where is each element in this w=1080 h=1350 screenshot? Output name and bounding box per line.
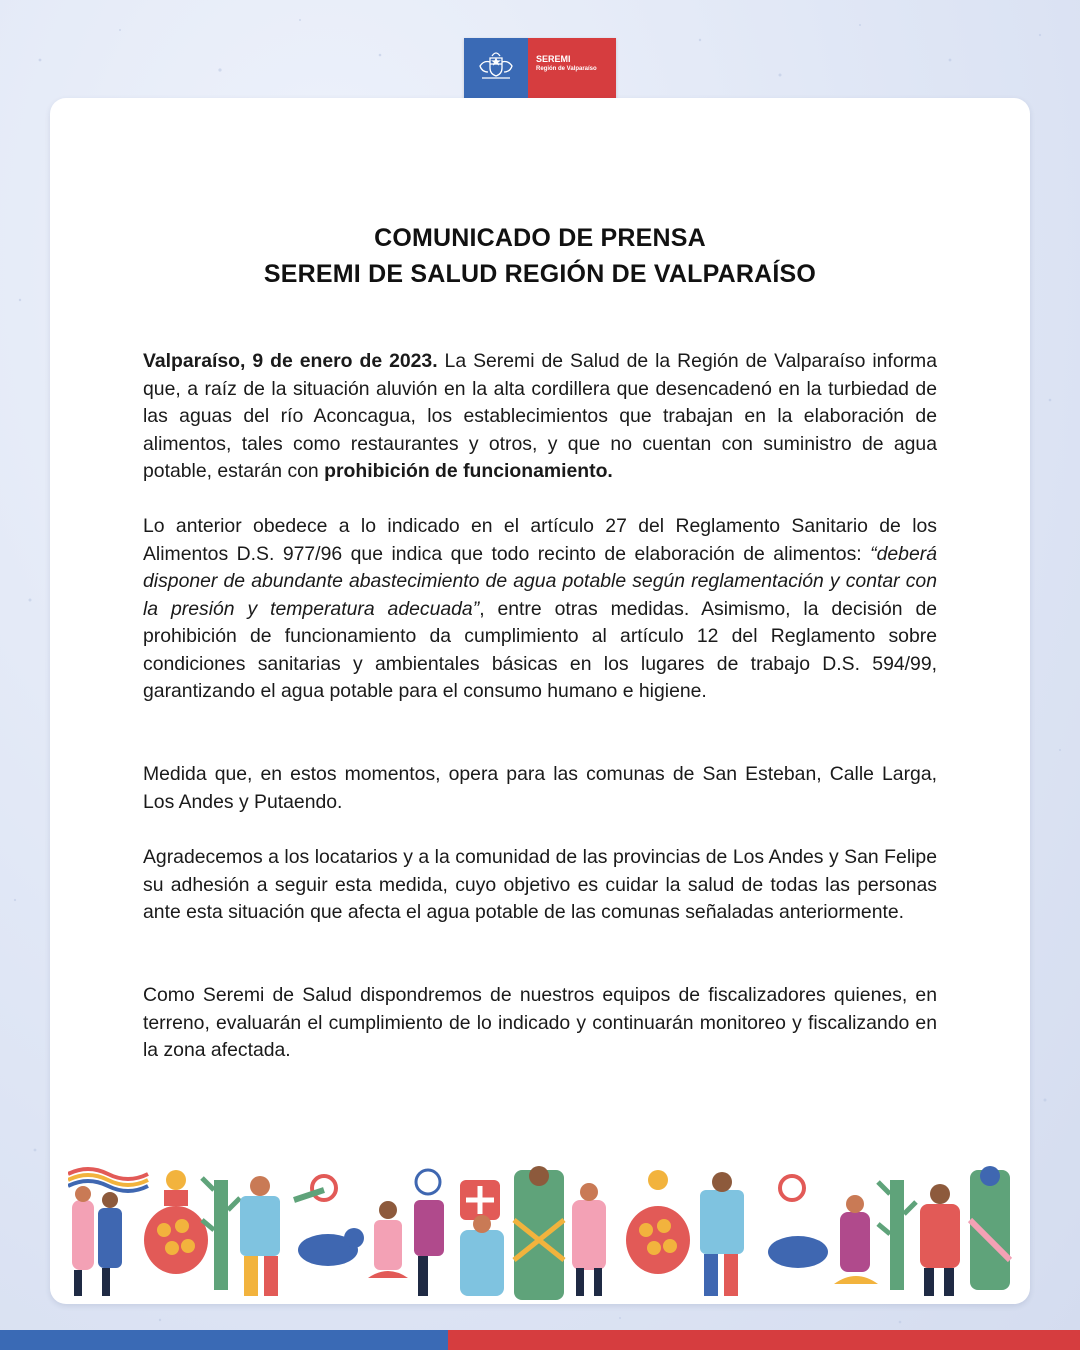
bottom-flag-bar — [0, 1330, 1080, 1350]
highlight-prohibition: prohibición de funcionamiento. — [324, 460, 613, 482]
regulation-quote: “deberá disponer de abundante abastecimiento de agua potable según reglamentación y contar con la presión y temperatura adecuada” — [143, 542, 937, 620]
band-left-half — [68, 1169, 504, 1296]
paragraph-4: Agradecemos a los locatarios y a la comunidad de las provincias de Los Andes y San Felipe su adhesión a seguir esta medida, cuyo objetivo es cuidar la salud de todas las personas ante esta situación que afecta el agua potable de las comunas señaladas anteriormente. — [143, 846, 937, 923]
paragraph-5: Como Seremi de Salud dispondremos de nuestros equipos de fiscalizadores quienes, en terreno, evaluarán el cumplimiento de lo indicado y continuarán monitoreo y fiscalizando en la zona afectada. — [143, 984, 937, 1061]
paragraph-2 — [143, 513, 937, 706]
paragraph-1-text: La Seremi de Salud de la Región de Valparaíso informa que, a raíz de la situación aluvión en la alta cordillera que desencadenó en la turbiedad de las aguas del río Aconcagua, los establecimientos que trabajan en la elaboración de alimentos, tales como restaurantes y otros, y que no cuentan con suministro de agua potable, estarán con — [143, 350, 937, 482]
band-right-half — [514, 1166, 1010, 1300]
bottom-bar-red — [448, 1330, 1080, 1350]
logo-seremi-text: SEREMI — [536, 54, 571, 64]
paragraph-1 — [143, 348, 937, 486]
illustrated-people-band — [68, 1160, 1012, 1304]
bottom-bar-blue — [0, 1330, 448, 1350]
page-title: COMUNICADO DE PRENSA — [374, 224, 706, 252]
press-release-card — [50, 98, 1030, 1304]
paragraph-3: Medida que, en estos momentos, opera para las comunas de San Esteban, Calle Larga, Los Andes y Putaendo. — [143, 763, 937, 813]
logo-region-text: Región de Valparaíso — [536, 66, 597, 72]
paragraph-2-text-b: , entre otras medidas. Asimismo, la decisión de prohibición de funcionamiento da cumplimiento al artículo 12 del Reglamento sobre condiciones sanitarias y ambientales básicas en los lugares de trabajo D.S. 594/99, garantizando el agua potable para el consumo humano e higiene. — [143, 597, 938, 702]
dateline: Valparaíso, 9 de enero de 2023. — [143, 350, 438, 372]
coat-of-arms-icon — [472, 46, 520, 86]
paragraph-2-text-a: Lo anterior obedece a lo indicado en el artículo 27 del Reglamento Sanitario de los Alimentos D.S. 977/96 que indica que todo recinto de elaboración de alimentos: — [143, 515, 937, 565]
page-subtitle: SEREMI DE SALUD REGIÓN DE VALPARAÍSO — [263, 260, 817, 288]
